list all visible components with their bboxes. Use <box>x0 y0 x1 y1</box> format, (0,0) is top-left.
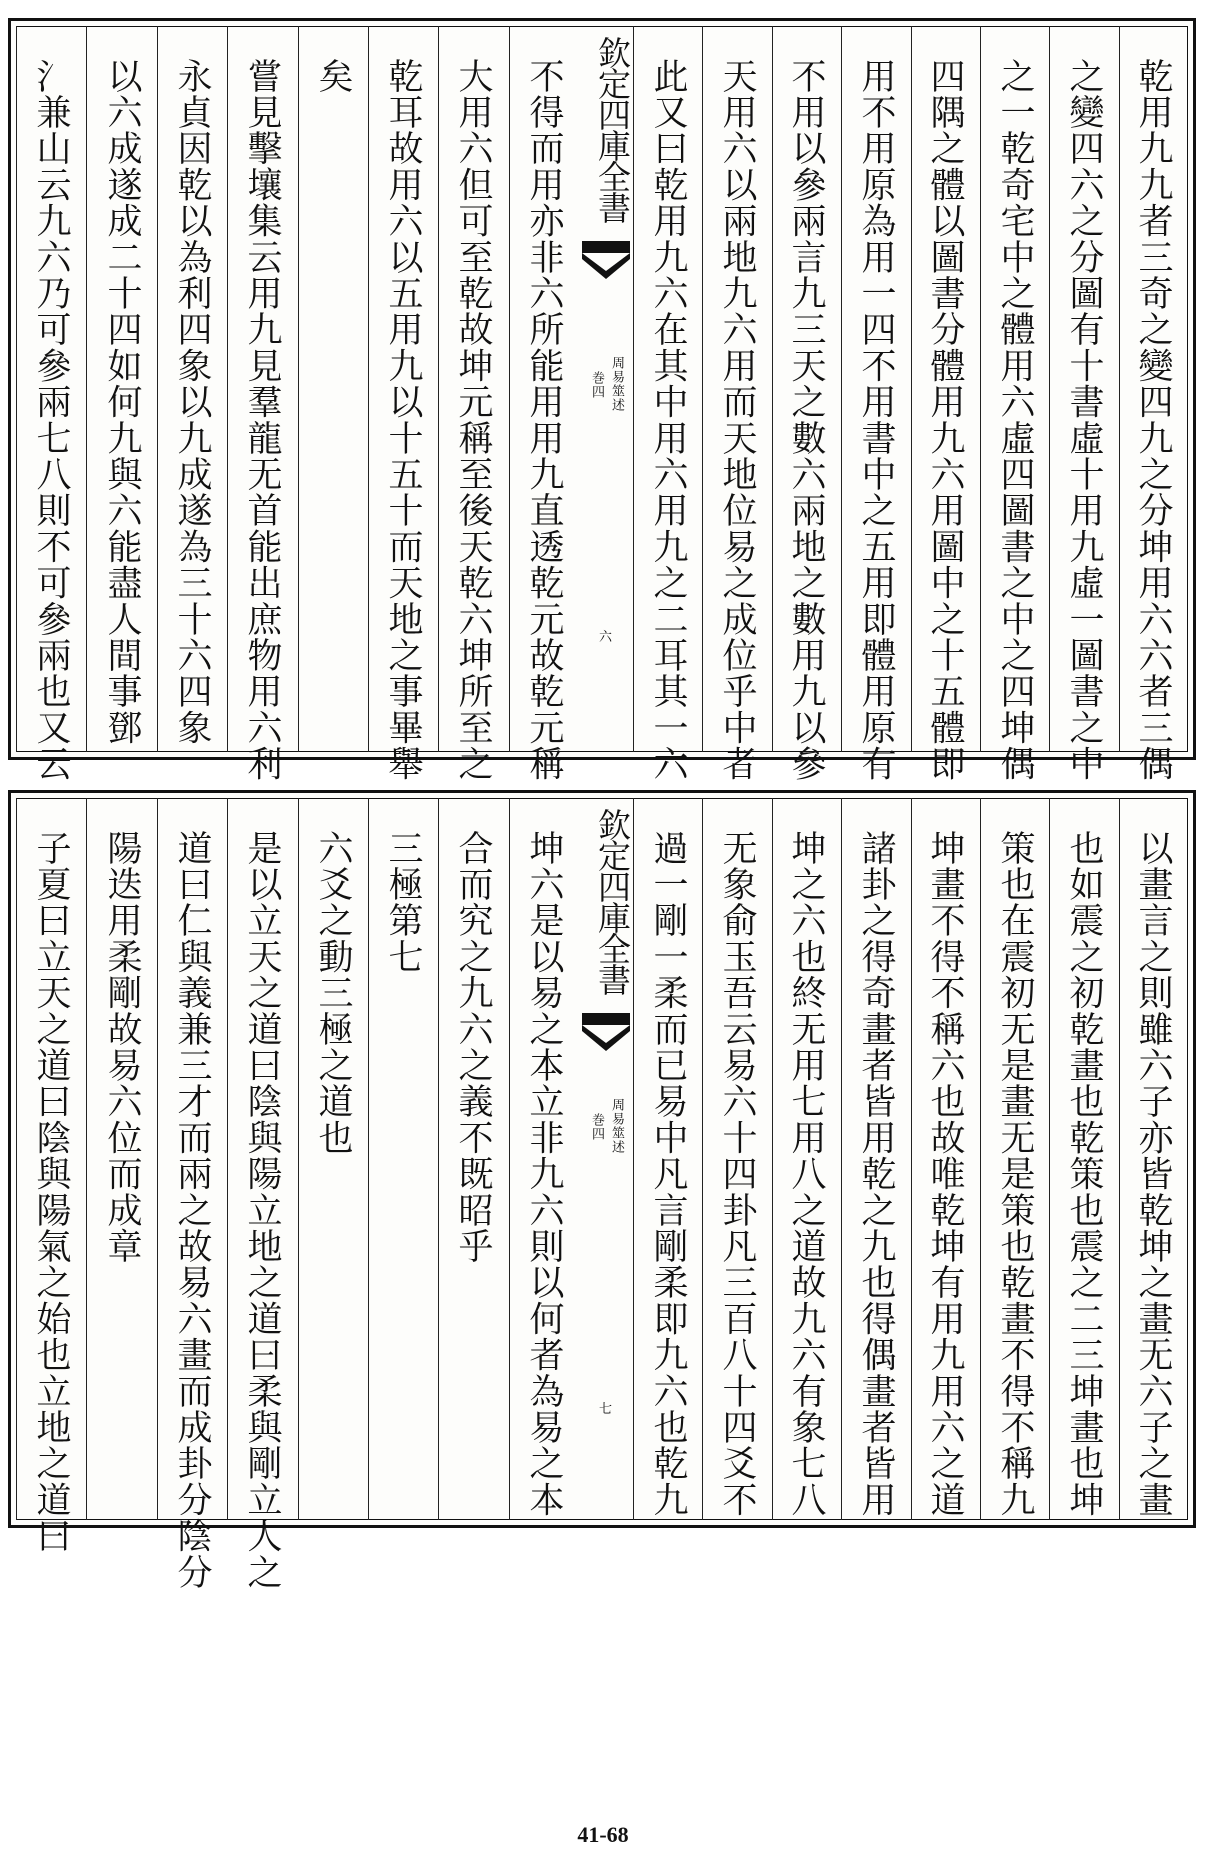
text-column: 氵兼山云九六乃可參兩七八則不可參兩也又云 <box>31 58 71 782</box>
column-rule <box>509 798 510 1520</box>
column-rule <box>227 798 228 1520</box>
column-rule <box>702 26 703 752</box>
column-rule <box>16 26 17 752</box>
column-rule <box>1049 798 1050 1520</box>
column-rule <box>86 26 87 752</box>
text-column: 坤六是以易之本立非九六則以何者為易之本 <box>524 830 564 1518</box>
column-rule <box>841 798 842 1520</box>
text-column: 以畫言之則雖六子亦皆乾坤之畫无六子之畫 <box>1133 830 1173 1518</box>
text-column: 策也在震初无是畫无是策也乾畫不得不稱九 <box>995 830 1035 1518</box>
text-column: 不用以參兩言九三天之數六兩地之數用九以參 <box>786 58 826 782</box>
center-book-title: 周易筮述 <box>609 1098 624 1154</box>
text-column: 矣 <box>313 58 353 95</box>
text-column: 三極第七 <box>383 830 423 975</box>
column-rule <box>1119 798 1120 1520</box>
column-rule <box>980 798 981 1520</box>
column-rule <box>911 798 912 1520</box>
text-column: 之變四六之分圖有十書虛十用九虛一圖書之中 <box>1064 58 1104 782</box>
column-rule <box>298 26 299 752</box>
text-column: 是以立天之道曰陰與陽立地之道曰柔與剛立人之 <box>242 830 282 1591</box>
text-column: 大用六但可至乾故坤元稱至後天乾六坤所至之 <box>453 58 493 782</box>
column-rule <box>86 798 87 1520</box>
column-rule <box>772 798 773 1520</box>
text-column: 乾耳故用六以五用九以十五十而天地之事畢舉 <box>383 58 423 782</box>
column-rule <box>227 26 228 752</box>
text-column: 不得而用亦非六所能用用九直透乾元故乾元稱 <box>524 58 564 782</box>
center-fold-column <box>579 798 633 1520</box>
text-column: 用不用原為用一四不用書中之五用即體用原有 <box>856 58 896 782</box>
text-column: 天用六以兩地九六用而天地位易之成位乎中者 <box>717 58 757 782</box>
column-rule <box>157 798 158 1520</box>
text-column: 之一乾奇宅中之體用六虛四圖書之中之四坤偶 <box>995 58 1035 782</box>
column-rule <box>438 26 439 752</box>
text-column: 子夏曰立天之道曰陰與陽氣之始也立地之道曰 <box>31 830 71 1554</box>
center-fold-column <box>579 26 633 752</box>
column-rule <box>1119 26 1120 752</box>
text-column: 此又曰乾用九六在其中用六用九之二耳其一六 <box>648 58 688 782</box>
text-column: 嘗見擊壤集云用九見羣龍无首能出庶物用六利 <box>242 58 282 782</box>
column-rule <box>16 798 17 1520</box>
text-column: 陽迭用柔剛故易六位而成章 <box>102 830 142 1265</box>
text-column: 永貞因乾以為利四象以九成遂為三十六四象 <box>172 58 212 746</box>
column-rule <box>157 26 158 752</box>
text-column: 坤畫不得不稱六也故唯乾坤有用九用六之道 <box>925 830 965 1518</box>
footer-page-number: 41-68 <box>577 1822 629 1847</box>
text-column: 四隅之體以圖書分體用九六用圖中之十五體即 <box>925 58 965 782</box>
text-column: 諸卦之得奇畫者皆用乾之九也得偶畫者皆用 <box>856 830 896 1518</box>
text-column: 過一剛一柔而已易中凡言剛柔即九六也乾九 <box>648 830 688 1518</box>
column-rule <box>368 798 369 1520</box>
column-rule <box>1049 26 1050 752</box>
page-panel-top <box>8 18 1196 782</box>
center-title: 欽定四庫全書 <box>593 808 632 994</box>
text-column: 六爻之動三極之道也 <box>313 830 353 1156</box>
fish-tail-mark-icon <box>582 1013 630 1053</box>
center-title: 欽定四庫全書 <box>593 36 632 222</box>
text-column: 无象俞玉吾云易六十四卦凡三百八十四爻不 <box>717 830 757 1518</box>
text-column: 乾用九九者三奇之變四九之分坤用六六者三偶 <box>1133 58 1173 782</box>
text-column: 合而究之九六之義不既昭乎 <box>453 830 493 1265</box>
center-page-number: 六 <box>599 630 613 645</box>
column-rule <box>772 26 773 752</box>
page-panel-bottom <box>8 790 1196 1591</box>
column-rule <box>509 26 510 752</box>
column-rule <box>702 798 703 1520</box>
text-column: 坤之六也終无用七用八之道故九六有象七八 <box>786 830 826 1518</box>
center-volume: 巻四 <box>589 1113 604 1141</box>
text-column: 也如震之初乾畫也乾策也震之二三坤畫也坤 <box>1064 830 1104 1518</box>
column-rule <box>841 26 842 752</box>
center-volume: 巻四 <box>589 371 604 399</box>
column-rule <box>911 26 912 752</box>
fish-tail-mark-icon <box>582 241 630 281</box>
text-column: 以六成遂成二十四如何九與六能盡人間事鄧 <box>102 58 142 746</box>
column-rule <box>298 798 299 1520</box>
column-rule <box>368 26 369 752</box>
center-book-title: 周易筮述 <box>609 356 624 412</box>
column-rule <box>438 798 439 1520</box>
center-page-number: 七 <box>599 1402 613 1417</box>
text-column: 道曰仁與義兼三才而兩之故易六畫而成卦分陰分 <box>172 830 212 1591</box>
column-rule <box>980 26 981 752</box>
